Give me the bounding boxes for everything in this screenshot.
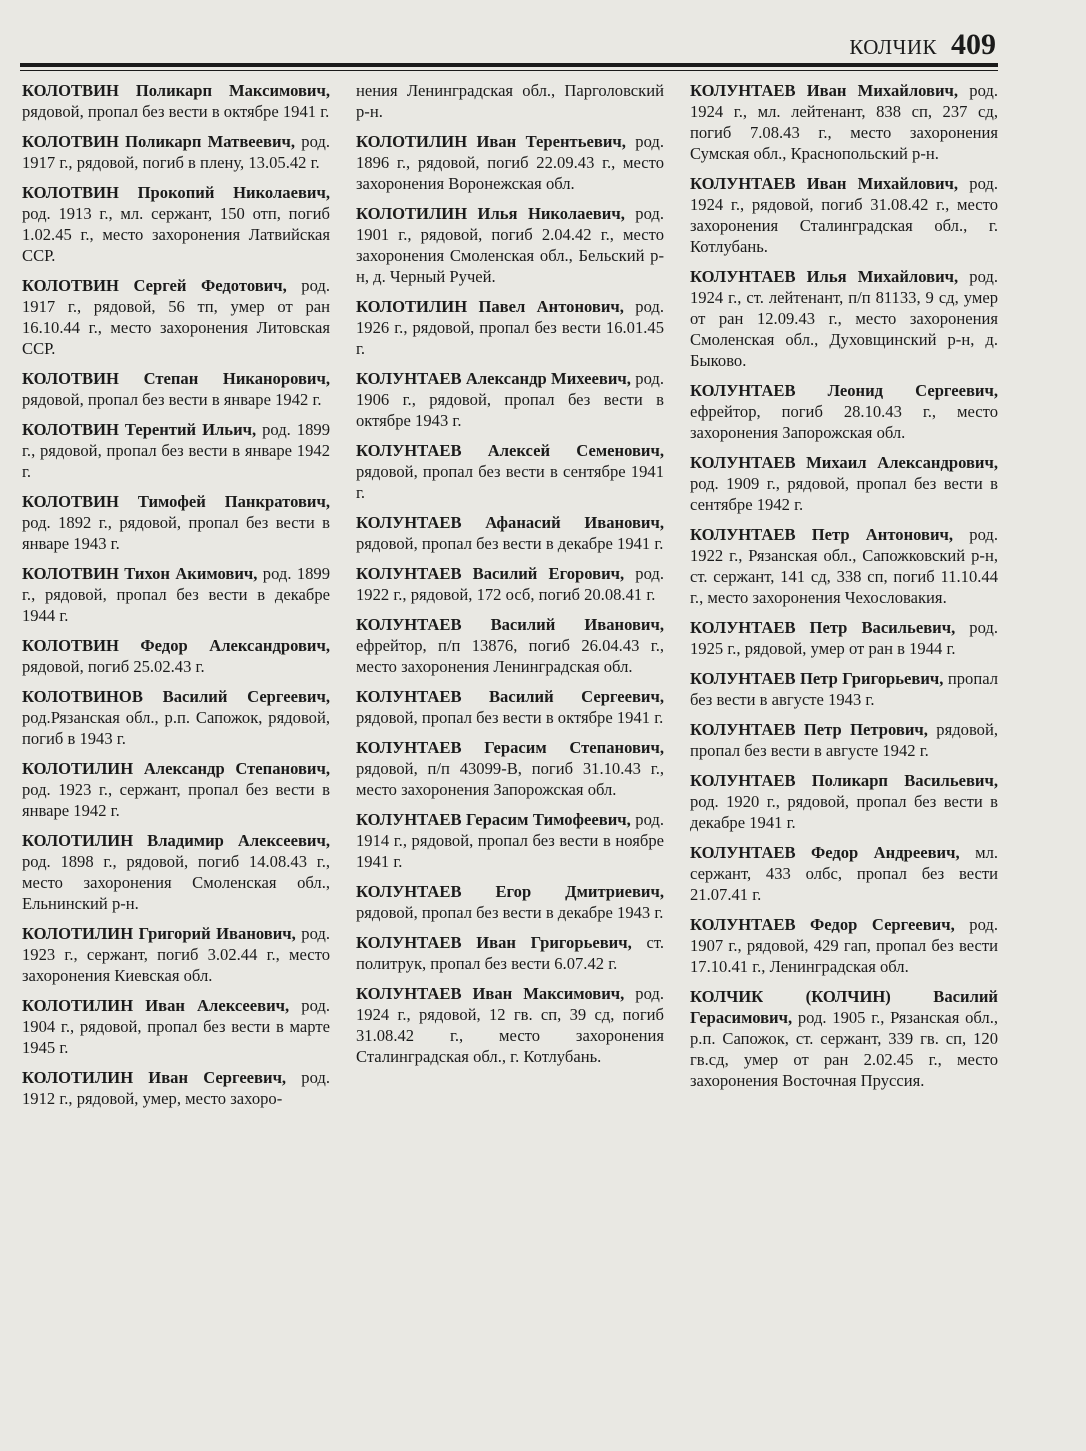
entry [356,932,664,974]
entry [690,80,998,164]
entry [356,440,664,503]
page-header [849,28,996,62]
entry [22,491,330,554]
entry-text: рядовой, пропал без вести в декабре 1941 г. [356,534,664,553]
entry-name: КОЛОТИЛИН Иван Алексеевич, [22,996,290,1015]
entry-text: род. 1920 г., рядовой, пропал без вести в декабре 1941 г. [690,792,998,832]
entry [356,737,664,800]
entry-text: род. 1917 г., рядовой, 56 тп, умер от ран 16.10.44 г., место захоронения Литовская ССР. [22,276,330,358]
entry-name: КОЛОТВИН Поликарп Матвеевич, [22,132,296,151]
entry [22,758,330,821]
entry-name: КОЛОТИЛИН Александр Степанович, [22,759,330,778]
entry-name: КОЛУНТАЕВ Иван Максимович, [356,984,625,1003]
entry-name: КОЛОТИЛИН Павел Антонович, [356,297,624,316]
entry-name: КОЛУНТАЕВ Иван Григорьевич, [356,933,632,952]
entry-name: КОЛУНТАЕВ Федор Андреевич, [690,843,960,862]
entry-name: КОЛУНТАЕВ Герасим Степанович, [356,738,664,757]
entry-name: КОЛУНТАЕВ Иван Михайлович, [690,174,959,193]
entry-name: КОЛОТВИН Федор Александрович, [22,636,330,655]
entry [356,368,664,431]
column-right [690,80,998,1118]
entry-text: род. 1907 г., рядовой, 429 гап, пропал без вести 17.10.41 г., Ленинградская обл. [690,915,998,976]
entry-name: КОЛУНТАЕВ Василий Иванович, [356,615,664,634]
entry [22,80,330,122]
entry-name: КОЛОТВИН Тимофей Панкратович, [22,492,330,511]
entry-name: КОЛУНТАЕВ Алексей Семенович, [356,441,664,460]
entry [22,182,330,266]
entry-name: КОЛОТИЛИН Илья Николаевич, [356,204,625,223]
entry-text: род. 1909 г., рядовой, пропал без вести в сентябре 1942 г. [690,474,998,514]
entry [690,842,998,905]
entry-text: род. 1924 г., рядовой, 12 гв. сп, 39 сд, погиб 31.08.42 г., место захоронения Сталинградская обл., г. Котлубань. [356,984,665,1066]
entry [22,419,330,482]
entry-name: КОЛОТВИН Тихон Акимович, [22,564,258,583]
entry-name: КОЛОТВИН Терентий Ильич, [22,420,257,439]
entry-name: КОЛУНТАЕВ Александр Михеевич, [356,369,631,388]
entry [690,452,998,515]
entry-text: ст. политрук, пропал без вести 6.07.42 г. [356,933,664,973]
entry-text: рядовой, пропал без вести в декабре 1943 г. [356,903,664,922]
entry [690,719,998,761]
entry [22,131,330,173]
entry-name: КОЛУНТАЕВ Василий Егорович, [356,564,625,583]
entry [356,563,664,605]
entry [22,635,330,677]
entry-text: род. 1926 г., рядовой, пропал без вести 16.01.45 г. [356,297,664,358]
header-rule-thin [20,70,998,71]
entry-name: КОЛУНТАЕВ Петр Петрович, [690,720,928,739]
entry-name: КОЛОТИЛИН Иван Сергеевич, [22,1068,287,1087]
entry-text: рядовой, пропал без вести в январе 1942 г. [22,390,322,409]
entry-text: ефрейтор, погиб 28.10.43 г., место захоронения Запорожская обл. [690,402,998,442]
entry [690,173,998,257]
entry-text: род. 1925 г., рядовой, умер от ран в 1944 г. [690,618,998,658]
entry [356,296,664,359]
entry [356,80,664,122]
entry [690,380,998,443]
entry-text: род. 1922 г., рядовой, 172 осб, погиб 20.08.41 г. [356,564,664,604]
entry-text: род. 1924 г., рядовой, погиб 31.08.42 г., место захоронения Сталинградская обл., г. Котлубань. [690,174,998,256]
entry-name: КОЛОТВИН Степан Никанорович, [22,369,330,388]
entry-name: КОЛОТВИН Прокопий Николаевич, [22,183,330,202]
entry [356,881,664,923]
entry-name: КОЛУНТАЕВ Михаил Александрович, [690,453,998,472]
entry [356,614,664,677]
entry-name: КОЛОТИЛИН Иван Терентьевич, [356,132,626,151]
entry-name: КОЛОТВИНОВ Василий Сергеевич, [22,687,330,706]
entry-name: КОЛУНТАЕВ Илья Михайлович, [690,267,959,286]
running-head: КОЛЧИК [849,35,937,59]
entry-text: рядовой, пропал без вести в октябре 1941 г. [22,102,330,121]
entry-text: род. 1922 г., Рязанская обл., Сапожковский р-н, ст. сержант, 141 сд, 338 сп, погиб 11.10.44 г., место захоронения Чехословакия. [690,525,998,607]
entry-name: КОЛУНТАЕВ Егор Дмитриевич, [356,882,664,901]
entry-text: род. 1912 г., рядовой, умер, место захоро- [22,1068,330,1108]
entry [22,923,330,986]
entry-text: пропал без вести в августе 1943 г. [690,669,998,709]
entry [356,512,664,554]
entry-text: рядовой, пропал без вести в сентябре 1941 г. [356,462,664,502]
entry-text: род. 1914 г., рядовой, пропал без вести в ноябре 1941 г. [356,810,664,871]
entry-text: рядовой, п/п 43099-В, погиб 31.10.43 г., место захоронения Запорожская обл. [356,759,664,799]
entry-text: род. 1923 г., сержант, погиб 3.02.44 г., место захоронения Киевская обл. [22,924,330,985]
entry [22,368,330,410]
entry [356,809,664,872]
entry [356,983,664,1067]
text-columns [22,80,998,1118]
entry-text: род. 1899 г., рядовой, пропал без вести в январе 1942 г. [22,420,330,481]
entry-name: КОЛУНТАЕВ Василий Сергеевич, [356,687,664,706]
entry-name: КОЛУНТАЕВ Леонид Сергеевич, [690,381,998,400]
entry-text: род.Рязанская обл., р.п. Сапожок, рядовой, погиб в 1943 г. [22,708,330,748]
entry-name: КОЛОТВИН Поликарп Максимович, [22,81,330,100]
entry [690,617,998,659]
entry [356,131,664,194]
entry [356,203,664,287]
entry [22,1067,330,1109]
entry-name: КОЛУНТАЕВ Поликарп Васильевич, [690,771,998,790]
entry [690,524,998,608]
entry [22,995,330,1058]
entry-text: род. 1924 г., мл. лейтенант, 838 сп, 237 сд, погиб 7.08.43 г., место захоронения Сумская обл., Краснопольский р-н. [690,81,998,163]
entry-text: род. 1901 г., рядовой, погиб 2.04.42 г., место захоронения Смоленская обл., Бельский р-н, д. Черный Ручей. [356,204,664,286]
entry-text: род. 1923 г., сержант, пропал без вести в январе 1942 г. [22,780,330,820]
entry-name: КОЛУНТАЕВ Иван Михайлович, [690,81,959,100]
entry-text: род. 1905 г., Рязанская обл., р.п. Сапожок, ст. сержант, 339 гв. сп, 120 гв.сд, умер от ран 2.02.45 г., место захоронения Восточная Пруссия. [690,1008,998,1090]
entry-text: род. 1896 г., рядовой, погиб 22.09.43 г., место захоронения Воронежская обл. [356,132,664,193]
entry-text: род. 1904 г., рядовой, пропал без вести в марте 1945 г. [22,996,331,1057]
entry [22,686,330,749]
entry-text: мл. сержант, 433 олбс, пропал без вести 21.07.41 г. [690,843,998,904]
entry [22,830,330,914]
header-rule-thick [20,63,998,67]
entry-text: род. 1892 г., рядовой, пропал без вести в январе 1943 г. [22,513,330,553]
entry [356,686,664,728]
entry-name: КОЛОТИЛИН Владимир Алексеевич, [22,831,330,850]
entry-name: КОЛУНТАЕВ Афанасий Иванович, [356,513,664,532]
entry-text: род. 1906 г., рядовой, пропал без вести в октябре 1943 г. [356,369,664,430]
entry-name: КОЛОТВИН Сергей Федотович, [22,276,287,295]
entry [690,266,998,371]
entry-text: рядовой, погиб 25.02.43 г. [22,657,205,676]
entry-name: КОЛЧИК (КОЛЧИН) Василий Герасимович, [690,987,998,1027]
entry-text: рядовой, пропал без вести в августе 1942 г. [690,720,998,760]
entry [690,668,998,710]
entry-text: род. 1913 г., мл. сержант, 150 отп, погиб 1.02.45 г., место захоронения Латвийская ССР. [22,204,330,265]
entry-text: род. 1898 г., рядовой, погиб 14.08.43 г., место захоронения Смоленская обл., Ельнинский р-н. [22,852,330,913]
entry-text: род. 1917 г., рядовой, погиб в плену, 13.05.42 г. [22,132,330,172]
entry-text: ефрейтор, п/п 13876, погиб 26.04.43 г., место захоронения Ленинградская обл. [356,636,664,676]
entry-text: род. 1899 г., рядовой, пропал без вести в декабре 1944 г. [22,564,331,625]
entry-name: КОЛУНТАЕВ Петр Григорьевич, [690,669,944,688]
entry-name: КОЛУНТАЕВ Федор Сергеевич, [690,915,955,934]
page-number: 409 [951,28,996,61]
entry-text: нения Ленинградская обл., Парголовский р-н. [356,81,664,121]
entry-text: род. 1924 г., ст. лейтенант, п/п 81133, 9 сд, умер от ран 12.09.43 г., место захоронения Смоленская обл., Духовщинский р-н, д. Быково. [690,267,998,370]
entry-name: КОЛОТИЛИН Григорий Иванович, [22,924,296,943]
entry [690,914,998,977]
entry-name: КОЛУНТАЕВ Герасим Тимофеевич, [356,810,631,829]
column-middle [356,80,664,1118]
column-left [22,80,330,1118]
entry [22,563,330,626]
entry-name: КОЛУНТАЕВ Петр Антонович, [690,525,954,544]
entry [22,275,330,359]
entry-name: КОЛУНТАЕВ Петр Васильевич, [690,618,956,637]
entry-text: рядовой, пропал без вести в октябре 1941 г. [356,708,664,727]
entry [690,770,998,833]
entry [690,986,998,1091]
